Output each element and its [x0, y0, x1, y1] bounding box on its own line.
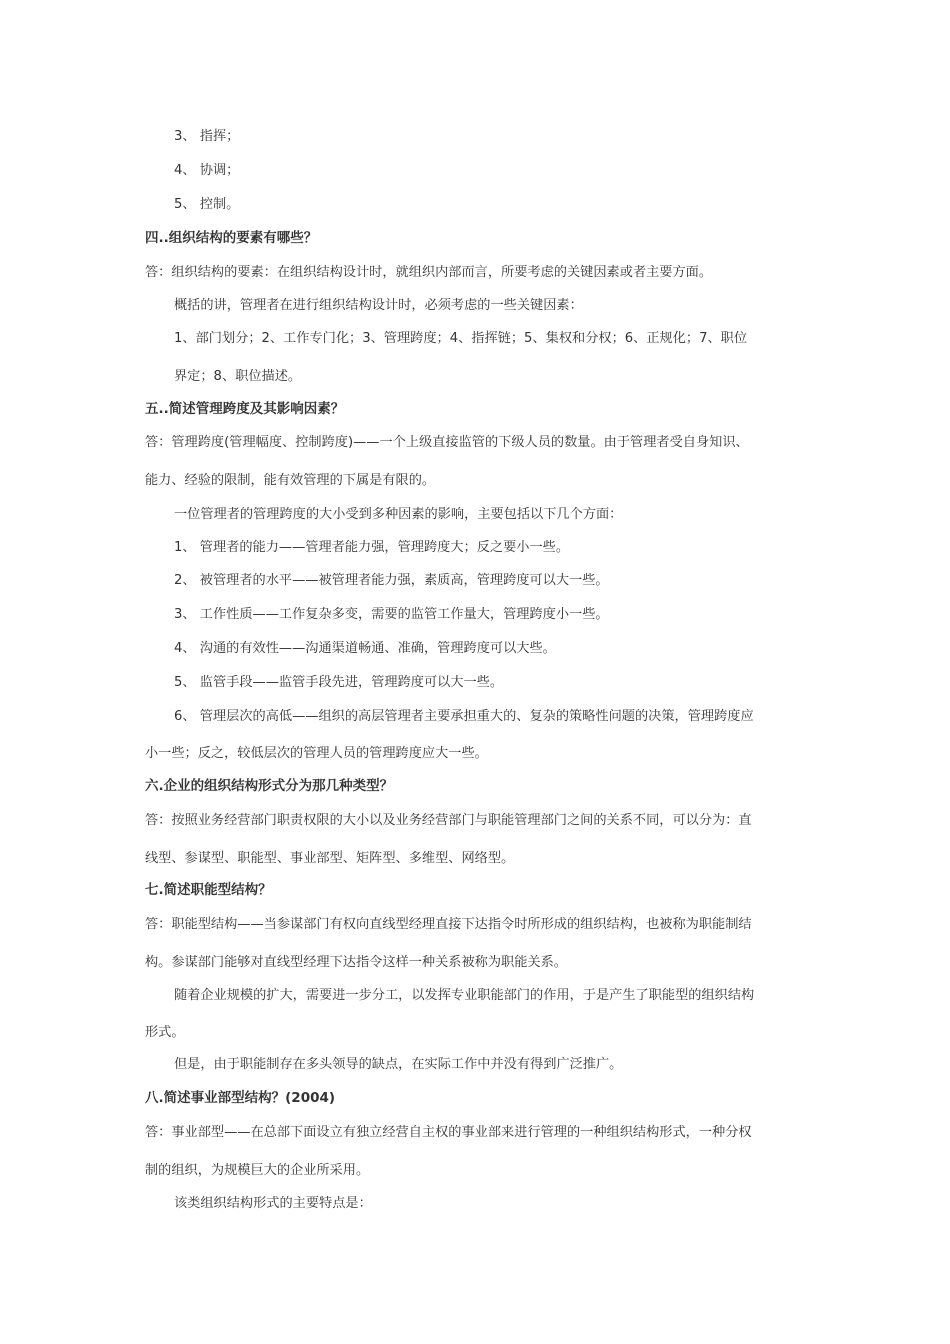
list-item: 6、 管理层次的高低——组织的高层管理者主要承担重大的、复杂的策略性问题的决策，管理跨度应 [174, 709, 754, 724]
section-heading-7: 七.简述职能型结构？ [145, 882, 272, 898]
list-item-5: 5、 控制。 [174, 197, 240, 212]
paragraph-4-2-line2: 界定；8、职位描述。 [174, 369, 302, 384]
list-item-continuation: 小一些；反之，较低层次的管理人员的管理跨度应大一些。 [145, 746, 488, 761]
answer-8-line2: 制的组织，为规模巨大的企业所采用。 [145, 1163, 370, 1178]
paragraph-4-2-line1: 1、部门划分；2、工作专门化；3、管理跨度；4、指挥链；5、集权和分权；6、正规化；7、职位 [174, 331, 748, 346]
list-item: 3、 工作性质——工作复杂多变，需要的监管工作量大，管理跨度小一些。 [174, 607, 609, 622]
list-item: 4、 沟通的有效性——沟通渠道畅通、准确，管理跨度可以大些。 [174, 641, 556, 656]
answer-7-line1: 答：职能型结构——当参谋部门有权向直线型经理直接下达指令时所形成的组织结构，也被称为职能制结 [145, 917, 752, 932]
list-item-3: 3、 指挥； [174, 129, 240, 144]
section-heading-6: 六.企业的组织结构形式分为那几种类型？ [145, 778, 394, 794]
answer-7-line2: 构。参谋部门能够对直线型经理下达指令这样一种关系被称为职能关系。 [145, 955, 567, 970]
list-item: 1、 管理者的能力——管理者能力强，管理跨度大；反之要小一些。 [174, 540, 570, 555]
paragraph-5-intro: 一位管理者的管理跨度的大小受到多种因素的影响，主要包括以下几个方面： [174, 507, 623, 522]
answer-6-line1: 答：按照业务经营部门职责权限的大小以及业务经营部门与职能管理部门之间的关系不同，可以分为：直 [145, 813, 752, 828]
paragraph-7-2: 但是，由于职能制存在多头领导的缺点，在实际工作中并没有得到广泛推广。 [174, 1057, 623, 1072]
answer-5-line1: 答：管理跨度(管理幅度、控制跨度)——一个上级直接监管的下级人员的数量。由于管理者受自身知识、 [145, 435, 749, 450]
answer-6-line2: 线型、参谋型、职能型、事业部型、矩阵型、多维型、网络型。 [145, 851, 515, 866]
list-item: 5、 监管手段——监管手段先进，管理跨度可以大一些。 [174, 675, 504, 690]
answer-8-line1: 答：事业部型——在总部下面设立有独立经营自主权的事业部来进行管理的一种组织结构形式，一种分权 [145, 1125, 752, 1140]
paragraph-7-1-line1: 随着企业规模的扩大，需要进一步分工，以发挥专业职能部门的作用，于是产生了职能型的组织结构 [174, 988, 755, 1003]
paragraph-8-1: 该类组织结构形式的主要特点是： [174, 1196, 372, 1211]
answer-4: 答：组织结构的要素：在组织结构设计时，就组织内部而言，所要考虑的关键因素或者主要方面。 [145, 265, 713, 280]
section-heading-4: 四..组织结构的要素有哪些？ [145, 230, 318, 246]
list-item: 2、 被管理者的水平——被管理者能力强，素质高，管理跨度可以大一些。 [174, 573, 609, 588]
section-heading-8: 八.简述事业部型结构？(2004) [145, 1090, 336, 1106]
paragraph-7-1-line2: 形式。 [145, 1025, 185, 1040]
answer-5-line2: 能力、经验的限制，能有效管理的下属是有限的。 [145, 473, 436, 488]
section-heading-5: 五..简述管理跨度及其影响因素？ [145, 401, 345, 417]
paragraph-4-1: 概括的讲，管理者在进行组织结构设计时，必须考虑的一些关键因素： [174, 298, 583, 313]
list-item-4: 4、 协调； [174, 163, 240, 178]
